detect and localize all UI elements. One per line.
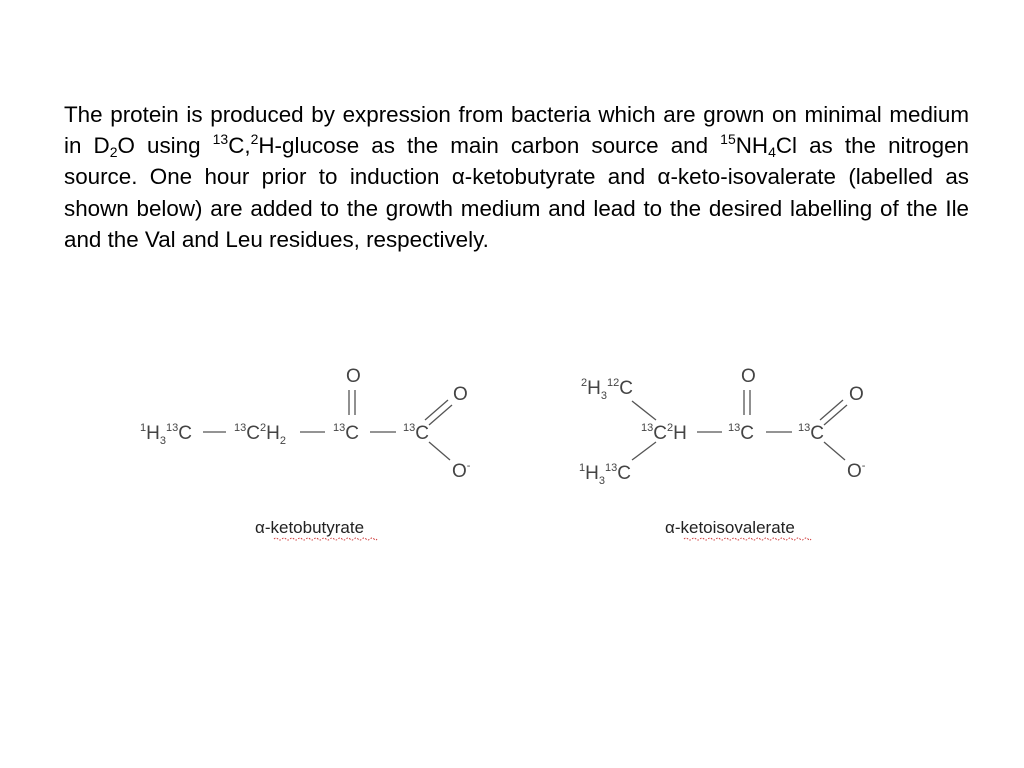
atom-label: O [453,384,468,405]
bond [820,400,843,420]
subscript: 2 [109,144,118,161]
atom-label: $^1H_3^{13}C$ [579,462,631,487]
bond [429,442,450,460]
atom-label: $^{13}C^2H_2$ [234,422,286,447]
ketobutyrate-structure [140,366,471,540]
atom-label: $^{13}$C [728,422,754,444]
bond [824,405,847,425]
atom-label: $^{13}$C [798,422,824,444]
paragraph-text: Cl as the nitrogen source. One hour prior to induction α-ketobutyrate and α-keto-isovalerate (labelled as shown below) are added to the growth medium and lead to the desired labelling of the Ile and the Val and Leu residues, respectively. [64,133,969,252]
atom-label: O- [452,460,471,482]
atom-label: $^{13}$C [333,422,359,444]
paragraph-text: H-glucose as the main carbon source and [258,133,721,159]
ketoisovalerate-caption: α-ketoisovalerate [665,518,795,537]
bond [632,401,656,420]
paragraph-text: C, [228,133,251,159]
bond [824,442,845,460]
atom-label: $^2H_3^{12}C$ [581,377,633,402]
spellcheck-underline [684,538,811,540]
atom-label: O [741,366,756,387]
bond [429,405,452,425]
atom-label: O [849,384,864,405]
paragraph-text: NH [735,133,769,159]
paragraph-text: O using [117,133,213,159]
ketoisovalerate-structure [579,366,866,540]
atom-label: O [346,366,361,387]
ketobutyrate-caption: α-ketobutyrate [255,518,365,537]
bond [632,442,656,460]
atom-label: $^{13}$C [403,422,429,444]
spellcheck-underline [274,538,377,540]
atom-label: $^1H_3^{13}C$ [140,422,192,447]
atom-label: $^{13}C^2H$ [641,422,687,444]
subscript: 4 [768,144,776,161]
atom-label: O- [847,460,866,482]
superscript: 2 [250,131,259,148]
bond [425,400,448,420]
paragraph-text: The protein is produced by expression from bacteria which are grown on minimal medium in D [64,102,969,159]
superscript: 15 [720,131,736,148]
superscript: 13 [212,131,229,148]
